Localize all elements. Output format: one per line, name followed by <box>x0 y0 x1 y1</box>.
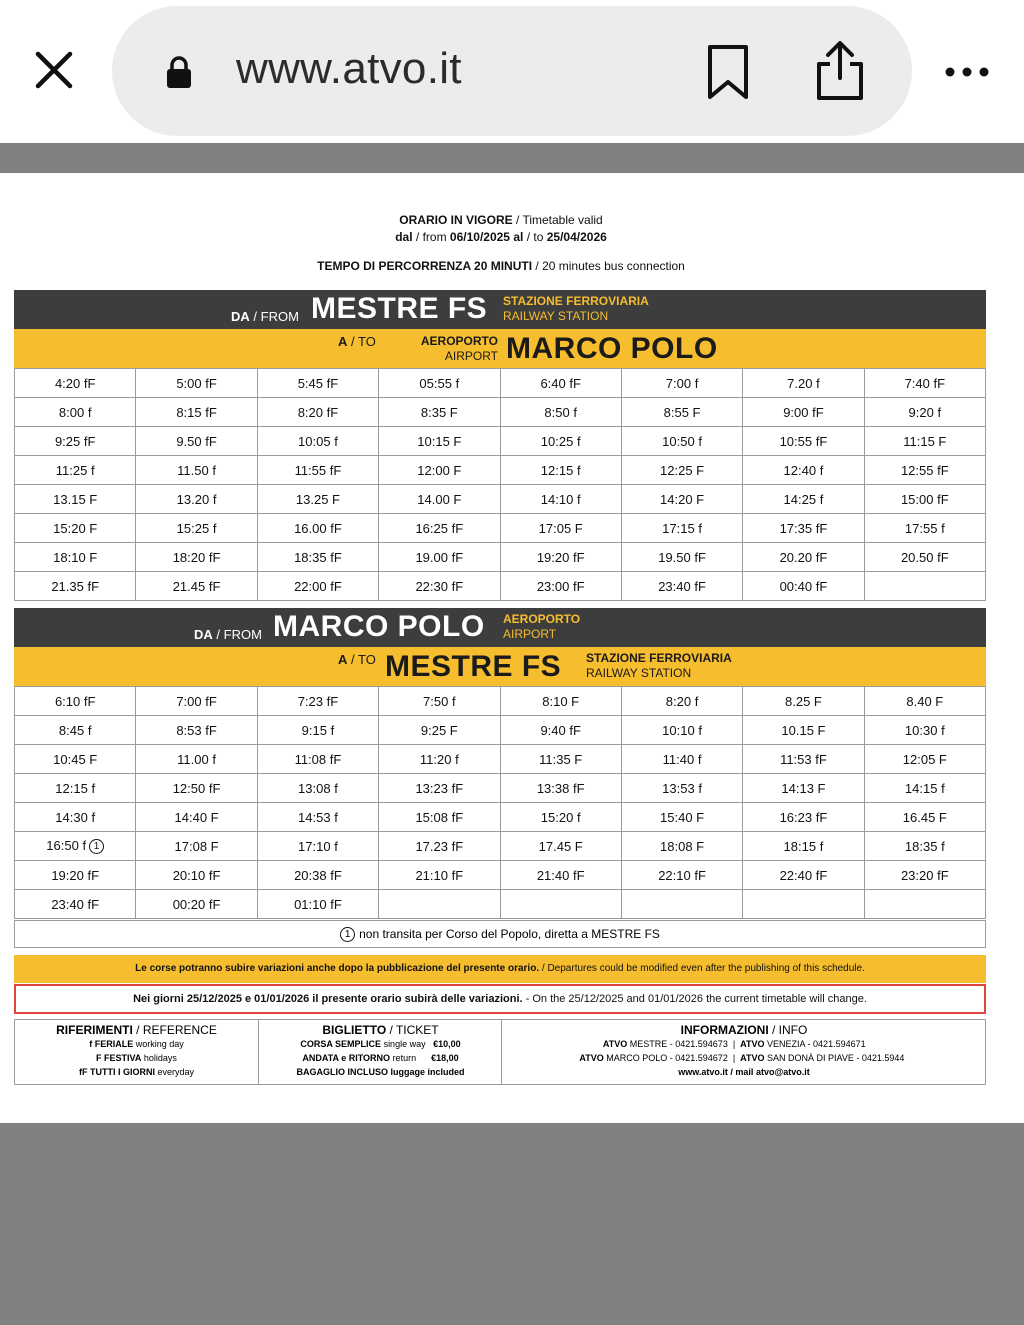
departure-time-cell: 13.20 f <box>136 485 257 514</box>
departure-time-cell: 14:53 f <box>257 803 378 832</box>
route1-destination: MARCO POLO <box>506 332 718 365</box>
departure-time-cell: 7:00 f <box>621 369 742 398</box>
departure-time-cell: 12:05 F <box>864 745 985 774</box>
departure-time-cell: 5:00 fF <box>136 369 257 398</box>
departure-time-cell: 23:00 fF <box>500 572 621 601</box>
departure-time-cell: 4:20 fF <box>15 369 136 398</box>
departure-time-cell: 19.50 fF <box>621 543 742 572</box>
timetable-document <box>0 173 1024 1123</box>
departure-time-cell: 9:40 fF <box>500 716 621 745</box>
route2-destination: MESTRE FS <box>385 650 562 683</box>
departure-time-cell: 22:30 fF <box>379 572 500 601</box>
departure-time-cell: 21.35 fF <box>15 572 136 601</box>
departure-time-cell: 22:00 fF <box>257 572 378 601</box>
departure-time-cell: 7.20 f <box>743 369 864 398</box>
departure-time-cell: 00:20 fF <box>136 890 257 919</box>
departure-time-cell: 13.15 F <box>15 485 136 514</box>
departure-time-cell: 16:50 f 1 <box>15 832 136 861</box>
departure-time-cell: 14:13 F <box>743 774 864 803</box>
departure-time-cell: 10:15 F <box>379 427 500 456</box>
departure-time-cell: 7:40 fF <box>864 369 985 398</box>
website-link[interactable]: www.atvo.it <box>678 1067 728 1077</box>
url-text[interactable]: www.atvo.it <box>236 44 462 93</box>
departure-time-cell: 20.50 fF <box>864 543 985 572</box>
departure-time-cell: 9:25 F <box>379 716 500 745</box>
departure-time-cell: 13:23 fF <box>379 774 500 803</box>
timetable-row <box>15 456 986 485</box>
departure-time-cell: 17:10 f <box>257 832 378 861</box>
route2-from-band: DA / FROM MARCO POLO AEROPORTO AIRPORT <box>14 608 986 647</box>
departure-time-cell: 18:35 f <box>864 832 985 861</box>
departure-time-cell: 10:25 f <box>500 427 621 456</box>
departure-time-cell: 10:45 F <box>15 745 136 774</box>
ticket-prices: BIGLIETTO / TICKET CORSA SEMPLICE single way €10,00 ANDATA e RITORNO return €18,00 BAGAGLIO INCLUSO luggage included <box>258 1020 502 1084</box>
close-icon[interactable] <box>32 48 76 92</box>
departure-time-cell: 01:10 fF <box>257 890 378 919</box>
duration-line: TEMPO DI PERCORRENZA 20 MINUTI / 20 minutes bus connection <box>317 259 685 273</box>
departure-time-cell: 14:40 F <box>136 803 257 832</box>
departure-time-cell: 16:25 fF <box>379 514 500 543</box>
departure-time-cell: 7:00 fF <box>136 687 257 716</box>
more-options-icon[interactable] <box>944 62 990 82</box>
departure-time-cell: 11.50 f <box>136 456 257 485</box>
viewer-margin-bottom <box>0 1123 1024 1325</box>
departure-time-cell <box>864 890 985 919</box>
variation-notice: Le corse potranno subire variazioni anche dopo la pubblicazione del presente orario. / Departures could be modified even after the publishing of this schedule. <box>14 955 986 983</box>
timetable-row <box>15 774 986 803</box>
timetable-row <box>15 572 986 601</box>
departure-time-cell: 12:40 f <box>743 456 864 485</box>
departure-time-cell: 17:08 F <box>136 832 257 861</box>
departure-time-cell: 11:20 f <box>379 745 500 774</box>
departure-time-cell: 8:35 F <box>379 398 500 427</box>
departure-time-cell: 8:50 f <box>500 398 621 427</box>
departure-time-cell: 20:38 fF <box>257 861 378 890</box>
departure-time-cell: 15:20 F <box>15 514 136 543</box>
departure-time-cell: 8:53 fF <box>136 716 257 745</box>
departure-time-cell: 9.50 fF <box>136 427 257 456</box>
viewer-margin-top <box>0 143 1024 173</box>
departure-time-cell: 21:40 fF <box>500 861 621 890</box>
share-icon[interactable] <box>814 40 866 102</box>
timetable-row <box>15 398 986 427</box>
departure-time-cell <box>500 890 621 919</box>
departure-time-cell: 12:55 fF <box>864 456 985 485</box>
departure-time-cell: 9:15 f <box>257 716 378 745</box>
departure-time-cell: 14:20 F <box>621 485 742 514</box>
departure-time-cell: 10:55 fF <box>743 427 864 456</box>
departure-time-cell: 18:15 f <box>743 832 864 861</box>
departure-time-cell: 11:25 f <box>15 456 136 485</box>
departure-time-cell: 11:53 fF <box>743 745 864 774</box>
departure-time-cell: 8:15 fF <box>136 398 257 427</box>
departure-time-cell: 11.00 f <box>136 745 257 774</box>
departure-time-cell: 18:08 F <box>621 832 742 861</box>
route2-timetable <box>14 686 986 919</box>
departure-time-cell: 05:55 f <box>379 369 500 398</box>
departure-time-cell: 21:10 fF <box>379 861 500 890</box>
holiday-notice: Nei giorni 25/12/2025 e 01/01/2026 il presente orario subirà delle variazioni. - On the 25/12/2025 and 01/01/2026 the current timetable will change. <box>14 984 986 1014</box>
timetable-row <box>15 427 986 456</box>
departure-time-cell: 11:15 F <box>864 427 985 456</box>
departure-time-cell: 18:10 F <box>15 543 136 572</box>
departure-time-cell: 10.15 F <box>743 716 864 745</box>
departure-time-cell: 12:00 F <box>379 456 500 485</box>
footnote-marker-icon: 1 <box>89 839 104 854</box>
departure-time-cell: 22:10 fF <box>621 861 742 890</box>
departure-time-cell <box>864 572 985 601</box>
route1-timetable <box>14 368 986 601</box>
departure-time-cell: 7:23 fF <box>257 687 378 716</box>
departure-time-cell: 17:15 f <box>621 514 742 543</box>
departure-time-cell: 13:08 f <box>257 774 378 803</box>
timetable-row <box>15 369 986 398</box>
validity-line: ORARIO IN VIGORE / Timetable valid <box>399 213 603 227</box>
departure-time-cell: 17:55 f <box>864 514 985 543</box>
departure-time-cell: 6:40 fF <box>500 369 621 398</box>
route2-footnote: 1 non transita per Corso del Popolo, diretta a MESTRE FS <box>14 920 986 948</box>
departure-time-cell <box>621 890 742 919</box>
departure-time-cell: 21.45 fF <box>136 572 257 601</box>
departure-time-cell: 13.25 F <box>257 485 378 514</box>
departure-time-cell: 8.25 F <box>743 687 864 716</box>
departure-time-cell: 23:20 fF <box>864 861 985 890</box>
departure-time-cell: 14.00 F <box>379 485 500 514</box>
route1-from-band: DA / FROM MESTRE FS STAZIONE FERROVIARIA RAILWAY STATION <box>14 290 986 329</box>
departure-time-cell: 19:20 fF <box>15 861 136 890</box>
address-bar[interactable] <box>112 6 912 136</box>
departure-time-cell: 19:20 fF <box>500 543 621 572</box>
departure-time-cell: 10:50 f <box>621 427 742 456</box>
departure-time-cell: 9:20 f <box>864 398 985 427</box>
reference-legend: RIFERIMENTI / REFERENCE f FERIALE working day F FESTIVA holidays fF TUTTI I GIORNI everyday <box>56 1023 217 1077</box>
departure-time-cell: 18:35 fF <box>257 543 378 572</box>
departure-time-cell: 19.00 fF <box>379 543 500 572</box>
departure-time-cell: 8.40 F <box>864 687 985 716</box>
validity-dates: dal / from 06/10/2025 al / to 25/04/2026 <box>395 230 607 244</box>
contact-info: INFORMAZIONI / INFO ATVO MESTRE - 0421.594673 | ATVO VENEZIA - 0421.594671 ATVO MARCO POLO - 0421.594672 | ATVO SAN DONÀ DI PIAVE - 0421.5944 www.atvo.it / mail atvo@atvo.it <box>501 1020 986 1084</box>
departure-time-cell: 16.45 F <box>864 803 985 832</box>
departure-time-cell: 11:40 f <box>621 745 742 774</box>
departure-time-cell: 11:35 F <box>500 745 621 774</box>
departure-time-cell: 17:05 F <box>500 514 621 543</box>
bookmark-icon[interactable] <box>706 44 750 100</box>
departure-time-cell: 11:08 fF <box>257 745 378 774</box>
departure-time-cell: 17.23 fF <box>379 832 500 861</box>
email-link[interactable]: atvo@atvo.it <box>755 1067 810 1077</box>
departure-time-cell: 16:23 fF <box>743 803 864 832</box>
departure-time-cell: 23:40 fF <box>15 890 136 919</box>
timetable-row <box>15 687 986 716</box>
departure-time-cell: 15:20 f <box>500 803 621 832</box>
route1-origin: MESTRE FS <box>311 292 488 325</box>
departure-time-cell: 00:40 fF <box>743 572 864 601</box>
departure-time-cell: 5:45 fF <box>257 369 378 398</box>
departure-time-cell: 14:25 f <box>743 485 864 514</box>
timetable-row <box>15 514 986 543</box>
timetable-row <box>15 543 986 572</box>
route2-origin: MARCO POLO <box>273 610 485 643</box>
lock-icon <box>165 55 193 89</box>
timetable-row <box>15 716 986 745</box>
departure-time-cell: 13:53 f <box>621 774 742 803</box>
footer-info <box>14 1019 986 1085</box>
departure-time-cell: 8:20 fF <box>257 398 378 427</box>
departure-time-cell: 17:35 fF <box>743 514 864 543</box>
departure-time-cell: 7:50 f <box>379 687 500 716</box>
departure-time-cell: 12:50 fF <box>136 774 257 803</box>
departure-time-cell: 12:15 f <box>15 774 136 803</box>
departure-time-cell: 8:10 F <box>500 687 621 716</box>
departure-time-cell: 12:15 f <box>500 456 621 485</box>
timetable-row <box>15 861 986 890</box>
browser-toolbar <box>0 0 1024 143</box>
departure-time-cell: 15:00 fF <box>864 485 985 514</box>
timetable-row <box>15 745 986 774</box>
timetable-row <box>15 890 986 919</box>
departure-time-cell: 9:25 fF <box>15 427 136 456</box>
departure-time-cell: 12:25 F <box>621 456 742 485</box>
departure-time-cell: 10:05 f <box>257 427 378 456</box>
departure-time-cell: 18:20 fF <box>136 543 257 572</box>
departure-time-cell: 15:08 fF <box>379 803 500 832</box>
departure-time-cell: 9:00 fF <box>743 398 864 427</box>
departure-time-cell: 20.20 fF <box>743 543 864 572</box>
timetable-row <box>15 485 986 514</box>
departure-time-cell: 17.45 F <box>500 832 621 861</box>
route2-to-band: A / TO MESTRE FS STAZIONE FERROVIARIA RAILWAY STATION <box>14 647 986 686</box>
departure-time-cell: 8:55 F <box>621 398 742 427</box>
departure-time-cell: 23:40 fF <box>621 572 742 601</box>
departure-time-cell: 22:40 fF <box>743 861 864 890</box>
departure-time-cell: 20:10 fF <box>136 861 257 890</box>
departure-time-cell: 8:20 f <box>621 687 742 716</box>
departure-time-cell: 14:30 f <box>15 803 136 832</box>
departure-time-cell <box>379 890 500 919</box>
departure-time-cell: 8:45 f <box>15 716 136 745</box>
departure-time-cell: 16.00 fF <box>257 514 378 543</box>
timetable-row <box>15 832 986 861</box>
route1-to-band: A / TO AEROPORTO AIRPORT MARCO POLO <box>14 329 986 368</box>
departure-time-cell <box>743 890 864 919</box>
departure-time-cell: 15:25 f <box>136 514 257 543</box>
departure-time-cell: 14:10 f <box>500 485 621 514</box>
departure-time-cell: 8:00 f <box>15 398 136 427</box>
departure-time-cell: 10:30 f <box>864 716 985 745</box>
departure-time-cell: 6:10 fF <box>15 687 136 716</box>
departure-time-cell: 15:40 F <box>621 803 742 832</box>
departure-time-cell: 10:10 f <box>621 716 742 745</box>
departure-time-cell: 13:38 fF <box>500 774 621 803</box>
timetable-row <box>15 803 986 832</box>
departure-time-cell: 11:55 fF <box>257 456 378 485</box>
departure-time-cell: 14:15 f <box>864 774 985 803</box>
